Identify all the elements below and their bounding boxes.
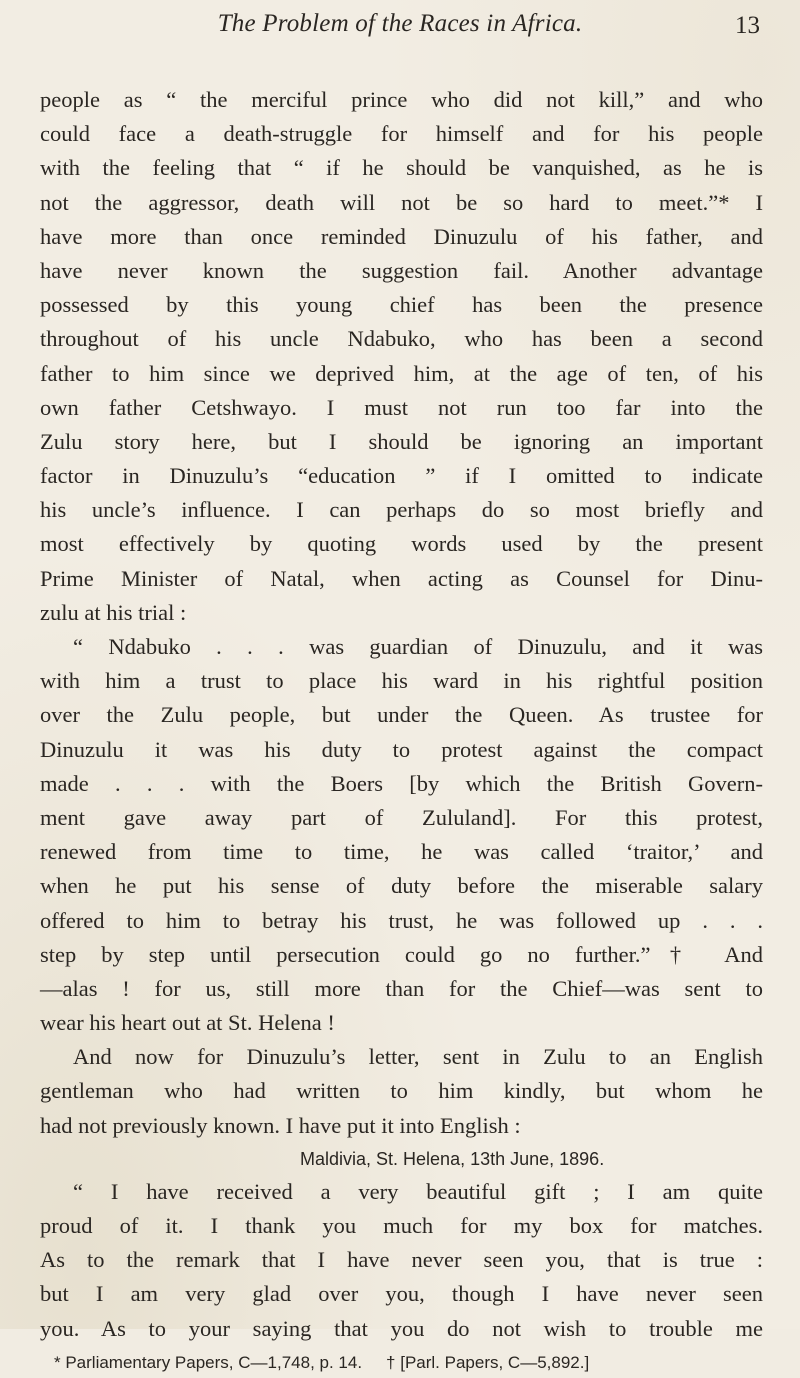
- letter-line: “ I have received a very beautiful gift ; I am quite: [73, 1178, 763, 1204]
- text-line: most effectively by quoting words used by the present: [40, 531, 763, 557]
- footnote-parl-papers: † [Parl. Papers, C—5,892.]: [386, 1352, 590, 1372]
- quote-line: with him a trust to place his ward in his rightful position: [40, 668, 763, 694]
- text-line: have more than once reminded Dinuzulu of his father, and: [40, 223, 763, 249]
- footnotes: [40, 1348, 763, 1378]
- text-line: And now for Dinuzulu’s letter, sent in Zulu to an English: [73, 1044, 763, 1070]
- text-line: his uncle’s influence. I can perhaps do so most briefly and: [40, 497, 763, 523]
- quote-line: “ Ndabuko . . . was guardian of Dinuzulu, and it was: [73, 634, 763, 659]
- quote-line: over the Zulu people, but under the Queen. As trustee for: [40, 702, 763, 728]
- quote-line: renewed from time to time, he was called ‘traitor,’ and: [40, 839, 763, 865]
- quote-line: offered to him to betray his trust, he was followed up . . .: [40, 907, 763, 933]
- quote-line: step by step until persecution could go no further.”† And: [40, 941, 763, 967]
- text-line: throughout of his uncle Ndabuko, who has been a second: [40, 326, 763, 352]
- quote-line: wear his heart out at St. Helena !: [40, 1010, 335, 1036]
- text-line: had not previously known. I have put it into English :: [40, 1112, 521, 1138]
- letter-dateline: Maldivia, St. Helena, 13th June, 1896.: [300, 1148, 605, 1169]
- text-line: people as “ the merciful prince who did not kill,” and who: [40, 87, 763, 112]
- letter-line: you. As to your saying that you do not wish to trouble me: [40, 1315, 763, 1341]
- text-line: not the aggressor, death will not be so hard to meet.”* I: [40, 189, 763, 215]
- quote-line: —alas ! for us, still more than for the Chief—was sent to: [40, 975, 763, 1001]
- text-line: gentleman who had written to him kindly, but whom he: [40, 1078, 763, 1104]
- text-line: could face a death-struggle for himself and for his people: [40, 121, 763, 147]
- quote-line: when he put his sense of duty before the miserable salary: [40, 873, 763, 899]
- body-text: [40, 83, 763, 1378]
- footnote-parliamentary-papers: * Parliamentary Papers, C—1,748, p. 14.: [54, 1352, 363, 1372]
- page-header: [40, 10, 760, 50]
- text-line: zulu at his trial :: [40, 599, 187, 625]
- letter-line: but I am very glad over you, though I have never seen: [40, 1281, 763, 1307]
- page-number: 13: [735, 12, 760, 39]
- quote-line: ment gave away part of Zululand]. For this protest,: [40, 804, 763, 830]
- letter-line: proud of it. I thank you much for my box for matches.: [40, 1213, 763, 1238]
- text-line: factor in Dinuzulu’s “education ” if I omitted to indicate: [40, 463, 763, 489]
- quote-line: made . . . with the Boers [by which the British Govern-: [40, 770, 763, 796]
- text-line: father to him since we deprived him, at the age of ten, of his: [40, 360, 763, 386]
- text-line: with the feeling that “ if he should be vanquished, as he is: [40, 155, 763, 181]
- running-title: The Problem of the Races in Africa.: [217, 10, 583, 37]
- text-line: Prime Minister of Natal, when acting as Counsel for Dinu-: [40, 565, 763, 591]
- letter-line: As to the remark that I have never seen you, that is true :: [40, 1247, 763, 1273]
- text-line: possessed by this young chief has been the presence: [40, 292, 763, 318]
- quote-line: Dinuzulu it was his duty to protest against the compact: [40, 736, 763, 762]
- text-line: own father Cetshwayo. I must not run too far into the: [40, 394, 763, 420]
- text-line: Zulu story here, but I should be ignoring an important: [40, 428, 763, 454]
- text-line: have never known the suggestion fail. Another advantage: [40, 257, 763, 283]
